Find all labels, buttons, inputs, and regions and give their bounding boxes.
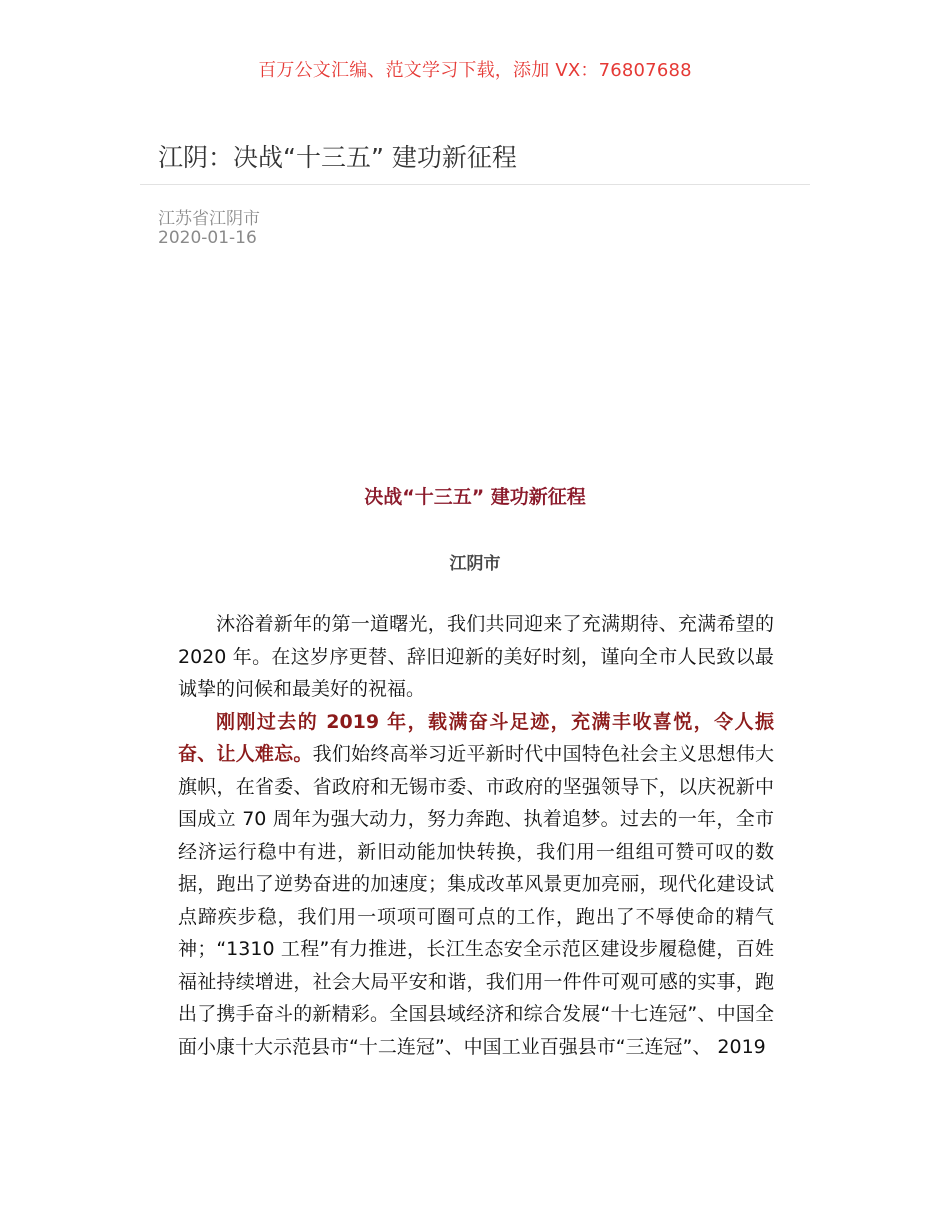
article-date: 2020-01-16 — [158, 228, 257, 248]
article-body — [178, 608, 774, 1063]
watermark-banner: 百万公文汇编、范文学习下载，添加 VX：76807688 — [258, 60, 692, 81]
article-author: 江阴市 — [449, 554, 501, 574]
article-source: 江苏省江阴市 — [158, 209, 260, 229]
paragraph-2 — [178, 706, 774, 1064]
paragraph-2-highlight: 刚刚过去的 2019 年，载满奋斗足迹，充满丰收喜悦，令人振奋、让人难忘。 — [178, 710, 774, 765]
page-title: 江阴：决战“十三五” 建功新征程 — [158, 143, 517, 172]
article-heading: 决战“十三五” 建功新征程 — [364, 486, 586, 508]
paragraph-2-body: 我们始终高举习近平新时代中国特色社会主义思想伟大旗帜，在省委、省政府和无锡市委、市政府的坚强领导下，以庆祝新中国成立 70 周年为强大动力，努力奔跑、执着追梦。过去的一年，全市经济运行稳中有进，新旧动能加快转换，我们用一组组可赞可叹的数据，跑出了逆势奋进的加速度；集成改革风景更加亮丽，现代化建设试点蹄疾步稳，我们用一项项可圈可点的工作，跑出了不辱使命的精气神；“1310 工程”有力推进，长江生态安全示范区建设步履稳健，百姓福祉持续增进，社会大局平安和谐，我们用一件件可观可感的实事，跑出了携手奋斗的新精彩。全国县域经济和综合发展“十七连冠”、中国全面小康十大示范县市“十二连冠”、中国工业百强县市“三连冠”、 2019 — [178, 743, 774, 1058]
title-divider — [140, 184, 810, 185]
paragraph-1: 沐浴着新年的第一道曙光，我们共同迎来了充满期待、充满希望的 2020 年。在这岁序更替、辞旧迎新的美好时刻，谨向全市人民致以最诚挚的问候和最美好的祝福。 — [178, 613, 774, 700]
